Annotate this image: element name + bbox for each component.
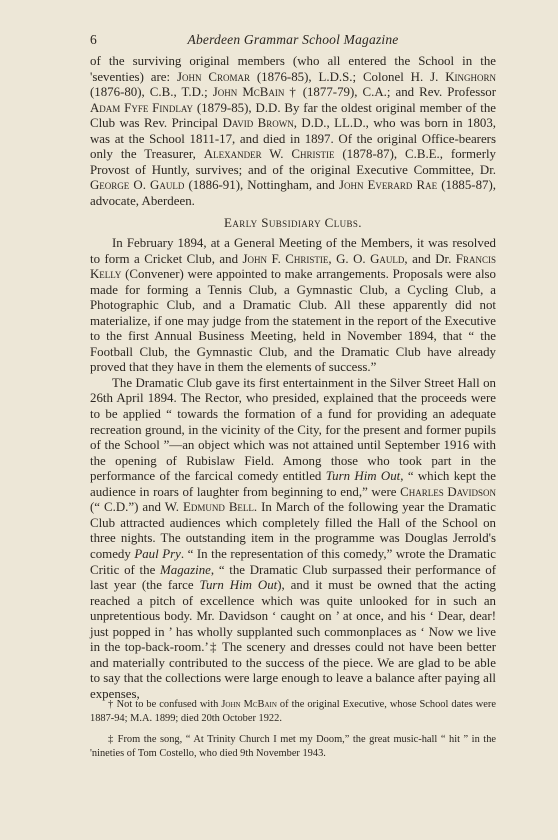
text-span: (1878-87), C.B.E., formerly Provost of Huntly, survives; and of the original Executive Committee, Dr.: [90, 147, 497, 177]
person-name: George O. Gauld: [90, 178, 185, 193]
text-span: (1886-91), Nottingham, and: [184, 178, 339, 193]
text-span: † Not to be confused with: [108, 699, 222, 710]
paragraph-surviving-members: [90, 54, 496, 209]
text-span: , and Dr.: [404, 251, 456, 266]
footnote-double-dagger: [90, 733, 496, 760]
text-span: (1876-80), C.B., T.D.;: [90, 85, 213, 100]
text-span: ), and it must be owned that the acting reached a pitch of excellence which was quite unlooked for in such an unpretentious body. Mr. Davidson ‘ caught on ’ at once, and his ‘ Dear, dear! just popped in ’ has wholly supplanted such commonplaces as ‘ Now we live in the top-back-room.’‡ The scenery and dresses could not have been better and materially contributed to the success of the piece. We are glad to be able to say that the collections were large enough to leave a balance after paying all expenses,: [90, 578, 496, 701]
play-title: Turn Him Out: [325, 469, 401, 484]
text-span: , D.D., LL.D., who was born in 1803, was at the School 1811-17, and died in 1897. Of the original Office-bearers only the Treasurer,: [90, 116, 496, 162]
person-name: Charles Davidson: [400, 484, 496, 499]
text-span: of the original Executive, whose School dates were 1887-94; M.A. 1899; died 20th October 1922.: [90, 699, 496, 724]
play-title: Turn Him Out: [199, 578, 278, 593]
text-span: of the surviving original members (who all entered the School in the 'seventies) are:: [90, 54, 496, 84]
body-text: [90, 54, 496, 702]
person-name: Kinghorn: [445, 69, 496, 84]
text-span: (1876-85), L.D.S.; Colonel H. J.: [249, 69, 446, 84]
footnotes: [90, 698, 496, 768]
paragraph-dramatic-club: [90, 376, 496, 702]
paragraph-early-clubs: [90, 236, 496, 376]
text-span: (1885-87), advocate, Aberdeen.: [90, 178, 496, 208]
play-title: Paul Pry: [134, 546, 181, 561]
text-span: † (1877-79), C.A.; and Rev. Professor: [284, 85, 496, 100]
text-span: ,: [328, 251, 337, 266]
person-name: John McBain: [221, 699, 277, 710]
footnote-dagger: [90, 698, 496, 725]
text-span: , “ which kept the audience in roars of laughter from beginning to end,” were: [90, 469, 496, 499]
text-span: In February 1894, at a General Meeting of the Members, it was resolved to form a Cricket Club, and: [90, 236, 496, 266]
person-name: John F. Christie: [242, 251, 329, 266]
person-name: David Brown: [222, 116, 294, 131]
person-name: John McBain: [212, 85, 285, 100]
journal-title: Aberdeen Grammar School Magazine: [187, 32, 399, 47]
text-span: (“ C.D.”) and W.: [90, 500, 183, 515]
person-name: Francis Kelly: [90, 251, 496, 282]
text-span: (Convener) were appointed to make arrangements. Proposals were also made for forming a Tennis Club, a Gymnastic Club, a Cycling Club, a Photographic Club, and a Dramatic Club. All these apparently did not materialize, if one may judge from the statement in the report of the Executive to the first Annual Business Meeting, held in November 1894, that “ the Football Club, the Gymnastic Club, and the Dramatic Club have already proved that they have in them the elements of success.”: [90, 267, 496, 375]
person-name: Alexander W. Christie: [203, 147, 335, 162]
person-name: John Everard Rae: [338, 178, 438, 193]
text-span: ‡ From the song, “ At Trinity Church I met my Doom,” the great music-hall “ hit ” in the 'nineties of Tom Costello, who died 9th November 1943.: [90, 734, 496, 759]
running-head: [90, 32, 496, 50]
person-name: Edmund Bell: [182, 500, 254, 515]
text-span: . “ In the representation of this comedy,” wrote the Dramatic Critic of the: [90, 546, 496, 577]
text-span: The Dramatic Club gave its first entertainment in the Silver Street Hall on 26th April 1894. The Rector, who presided, explained that the proceeds were to be applied “ towards the formation of a fund for providing an adequate recreation ground, in the vicinity of the City, for the present and former pupils of the School ”—an object which was not attained until September 1916 with the opening of Rubislaw Field. Among those who took part in the performance of the farcical comedy entitled: [90, 375, 496, 484]
person-name: John Cromar: [176, 69, 250, 84]
section-heading: Early Subsidiary Clubs.: [224, 215, 362, 231]
text-span: (1879-85), D.D. By far the oldest original member of the Club was Rev. Principal: [90, 100, 496, 131]
publication-title: Magazine: [160, 562, 211, 577]
person-name: G. O. Gauld: [336, 251, 405, 266]
person-name: Adam Fyfe Findlay: [90, 100, 194, 115]
text-span: . In March of the following year the Dramatic Club attracted audiences which completely filled the Hall of the School on three nights. The outstanding item in the programme was Douglas Jerrold's comedy: [90, 500, 496, 561]
text-span: , “ the Dramatic Club surpassed their performance of last year (the farce: [90, 562, 497, 593]
magazine-page: [90, 0, 496, 840]
page-number: 6: [90, 32, 97, 47]
